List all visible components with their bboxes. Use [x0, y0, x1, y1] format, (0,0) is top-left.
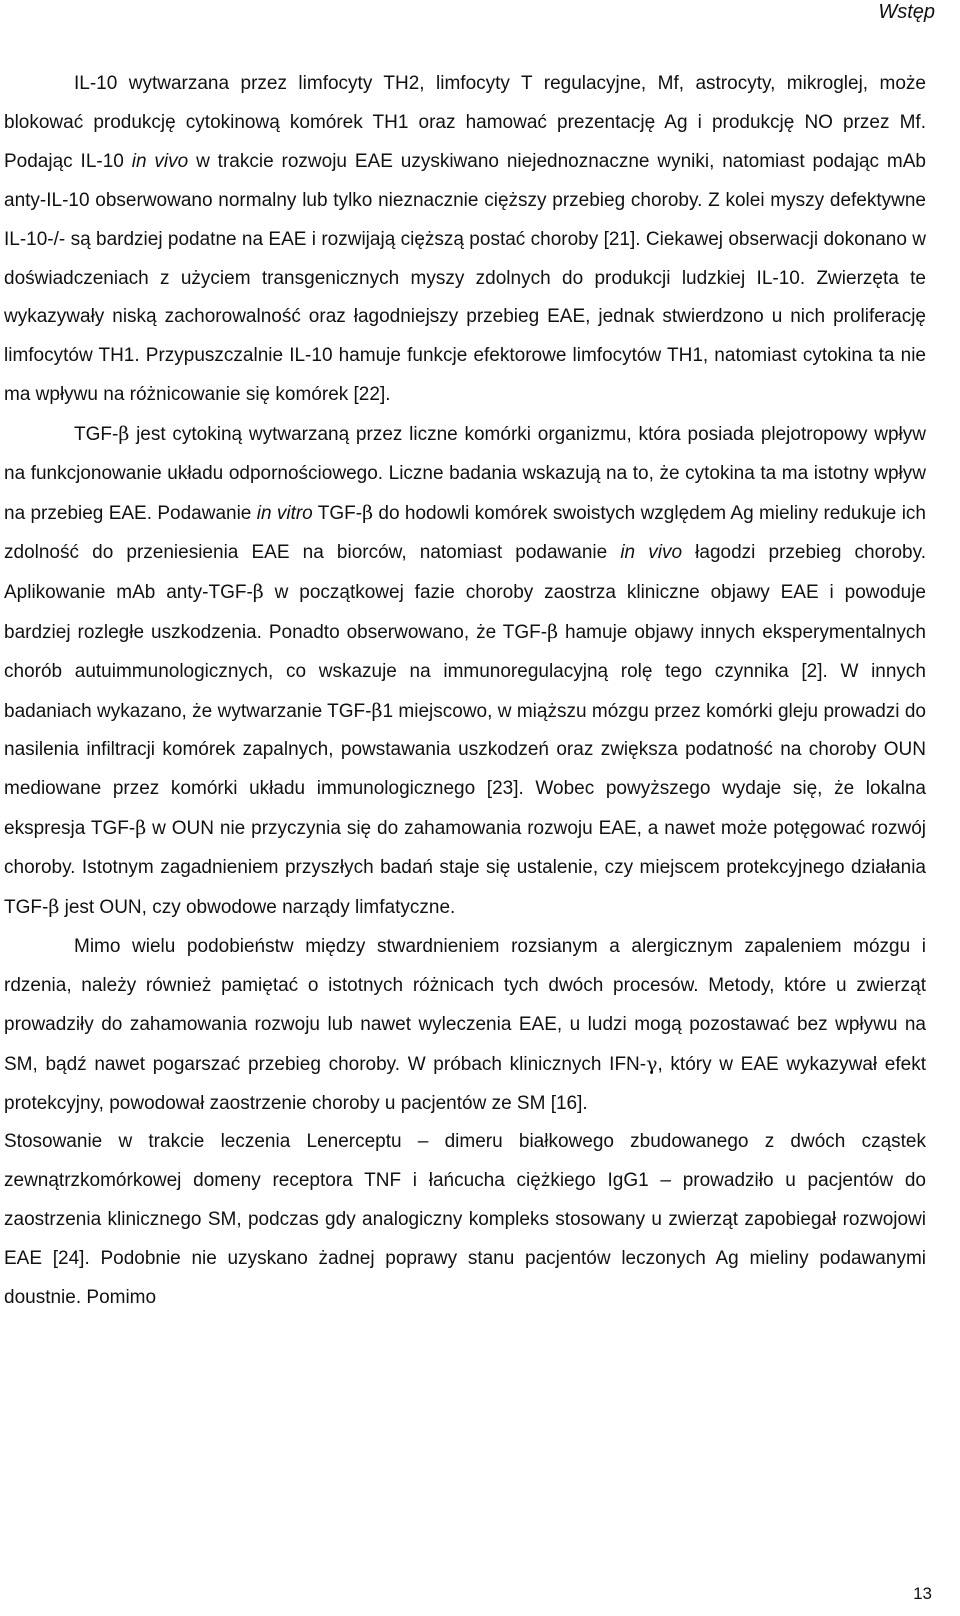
page-number: 13 — [913, 1584, 932, 1603]
text-run: , który w EAE wykazywał efekt protekcyjny, powodował zaostrzenie choroby u pacjentów ze SM [16]. — [4, 1053, 926, 1114]
text-run: TGF- — [312, 502, 363, 524]
running-header-section-title: Wstęp — [878, 1, 935, 23]
text-run: IL-10 wytwarzana przez limfocyty TH2, limfocyty T regulacyjne, Mf, astrocyty, mikroglej, może blokować produkcję cytokinową komórek TH1 oraz hamować prezentację Ag i produkcję NO przez Mf. Podając IL-10 — [4, 73, 926, 172]
paragraph-lenercept — [4, 1123, 926, 1318]
greek-symbol: β — [252, 580, 264, 603]
greek-symbol: γ — [646, 1052, 658, 1075]
text-run: w początkowej fazie choroby zaostrza kliniczne objawy EAE i powoduje bardziej rozległe uszkodzenia. Ponadto obserwowano, że TGF- — [4, 581, 926, 643]
greek-symbol: β — [118, 423, 130, 446]
paragraph-il10 — [4, 65, 926, 415]
italic-term: in vitro — [256, 502, 313, 524]
text-run: hamuje objawy innych eksperymentalnych chorób autuimmunologicznych, co wskazuje na immunoregulacyjną rolę tego czynnika [2]. W innych badaniach wykazano, że wytwarzanie TGF- — [4, 621, 926, 722]
greek-symbol: β — [371, 699, 383, 722]
paragraph-ms-vs-eae-differences — [4, 928, 926, 1124]
greek-symbol: β — [362, 501, 374, 524]
text-run: jest OUN, czy obwodowe narządy limfatyczne. — [59, 897, 456, 919]
text-run: 1 miejscowo, w miąższu mózgu przez komórki gleju prowadzi do nasilenia infiltracji komórek zapalnych, powstawania uszkodzeń oraz zwiększa podatność na choroby OUN mediowane przez komórki układu immunologicznego [23]. Wobec powyższego wydaje się, że lokalna ekspresja TGF- — [4, 700, 927, 840]
paragraph-tgf-beta — [4, 415, 926, 928]
text-run: do hodowli komórek swoistych względem Ag mieliny redukuje ich zdolność do przeniesienia EAE na biorców, natomiast podawanie — [4, 502, 926, 563]
text-run: TGF- — [74, 424, 119, 446]
text-run: łagodzi przebieg choroby. Aplikowanie mAb anty-TGF- — [4, 541, 926, 603]
text-run: w OUN nie przyczynia się do zahamowania rozwoju EAE, a nawet może potęgować rozwój choroby. Istotnym zagadnieniem przyszłych badań staje się ustalenie, czy miejscem protekcyjnego działania TGF- — [4, 818, 926, 919]
greek-symbol: β — [135, 817, 147, 840]
text-run: jest cytokiną wytwarzaną przez liczne komórki organizmu, która posiada plejotropowy wpływ na funkcjonowanie układu odpornościowego. Liczne badania wskazują na to, że cytokina ta ma istotny wpływ na przebieg EAE. Podawanie — [4, 424, 926, 524]
body-text — [4, 65, 926, 1318]
text-run: Stosowanie w trakcie leczenia Lenerceptu – dimeru białkowego zbudowanego z dwóch cząstek zewnątrzkomórkowej domeny receptora TNF i łańcucha ciężkiego IgG1 – prowadziło u pacjentów do zaostrzenia klinicznego SM, podczas gdy analogiczny kompleks stosowany u zwierząt zapobiegał rozwojowi EAE [24]. Podobnie nie uzyskano żadnej poprawy stanu pacjentów leczonych Ag mieliny podawanymi doustnie. Pomimo — [4, 1131, 926, 1309]
italic-term: in vivo — [620, 541, 683, 563]
italic-term: in vivo — [131, 150, 189, 172]
greek-symbol: β — [48, 896, 60, 919]
greek-symbol: β — [547, 620, 559, 643]
text-run: w trakcie rozwoju EAE uzyskiwano niejednoznaczne wyniki, natomiast podając mAb anty-IL-10 obserwowano normalny lub tylko nieznacznie cięższy przebieg choroby. Z kolei myszy defektywne IL-10-/- są bardziej podatne na EAE i rozwijają cięższą postać choroby [21]. Ciekawej obserwacji dokonano w doświadczeniach z użyciem transgenicznych myszy zdolnych do produkcji ludzkiej IL-10. Zwierzęta te wykazywały niską zachorowalność oraz łagodniejszy przebieg EAE, jednak stwierdzono u nich proliferację limfocytów TH1. Przypuszczalnie IL-10 hamuje funkcje efektorowe limfocytów TH1, natomiast cytokina ta nie ma wpływu na różnicowanie się komórek [22]. — [4, 150, 926, 406]
text-run: Mimo wielu podobieństw między stwardnieniem rozsianym a alergicznym zapaleniem mózgu i rdzenia, należy również pamiętać o istotnych różnicach tych dwóch procesów. Metody, które u zwierząt prowadziły do zahamowania rozwoju lub nawet wyleczenia EAE, u ludzi mogą pozostawać bez wpływu na SM, bądź nawet pogarszać przebieg choroby. W próbach klinicznych IFN- — [4, 935, 926, 1075]
